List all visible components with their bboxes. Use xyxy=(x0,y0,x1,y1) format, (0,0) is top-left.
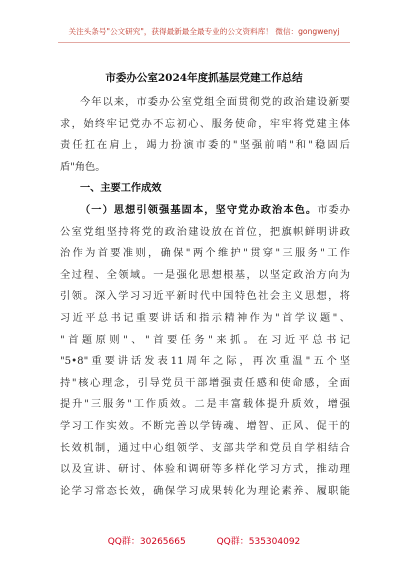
body-line: 习近平总书记重要讲话和指示精神作为"首学议题"、 xyxy=(60,312,350,324)
footer-qq-group-1: QQ群：30265665 xyxy=(107,537,186,547)
body-line: 盾"角色。 xyxy=(60,161,106,173)
body-line: "首题原则"、"首要任务"来抓。在习近平总书记 xyxy=(60,334,350,346)
footer-qq-group-2: QQ群：535304092 xyxy=(216,537,301,547)
body-line xyxy=(60,200,350,222)
body-text-run: 市委办 xyxy=(317,204,350,216)
body-line: 一、主要工作成效 xyxy=(80,182,162,195)
body-line: 引领。深入学习习近平新时代中国特色社会主义思想，将 xyxy=(60,291,350,303)
body-line: 提升"三服务"工作质效。二是丰富载体提升质效，增强 xyxy=(60,399,350,411)
document-body xyxy=(60,92,350,502)
body-line: 今年以来，市委办公室党组全面贯彻党的政治建设新要 xyxy=(80,97,350,108)
section-heading: （一）思想引领强基固本，坚守党办政治本色。 xyxy=(80,203,318,216)
body-line: 责任扛在肩上，竭力扮演市委的"坚强前哨"和"稳固后 xyxy=(60,140,350,152)
body-line: 以及宣讲、研讨、体验和调研等多样化学习方式，推动理 xyxy=(60,464,350,476)
body-line: 学习工作实效。不断完善以学铸魂、增智、正风、促干的 xyxy=(60,420,350,432)
body-line: "5•8"重要讲话发表11周年之际，再次重温"五个坚 xyxy=(60,356,350,368)
body-line: 长效机制，通过中心组领学、支部共学和党员自学相结合 xyxy=(60,442,350,454)
body-line: 求，始终牢记党办不忘初心、服务使命，牢牢将党建主体 xyxy=(60,118,350,130)
body-line: 全过程、全领域。一是强化思想根基，以坚定政治方向为 xyxy=(60,269,350,281)
header-divider xyxy=(58,42,350,43)
body-line: 持"核心理念，引导党员干部增强责任感和使命感，全面 xyxy=(60,377,350,389)
body-line: 治作为首要准则，确保"两个维护"贯穿"三服务"工作 xyxy=(60,248,350,260)
body-line: 论学习常态长效，确保学习成果转化为理论素养、履职能 xyxy=(60,485,350,497)
document-title: 市委办公室2024年度抓基层党建工作总结 xyxy=(105,72,303,84)
footer xyxy=(0,534,408,547)
body-line: 公室党组坚持将党的政治建设放在首位，把旗帜鲜明讲政 xyxy=(60,226,350,238)
header-banner: 关注头条号"公文研究"，获得最新最全最专业的公文资料库！ 微信：gongwenyj xyxy=(68,27,340,36)
